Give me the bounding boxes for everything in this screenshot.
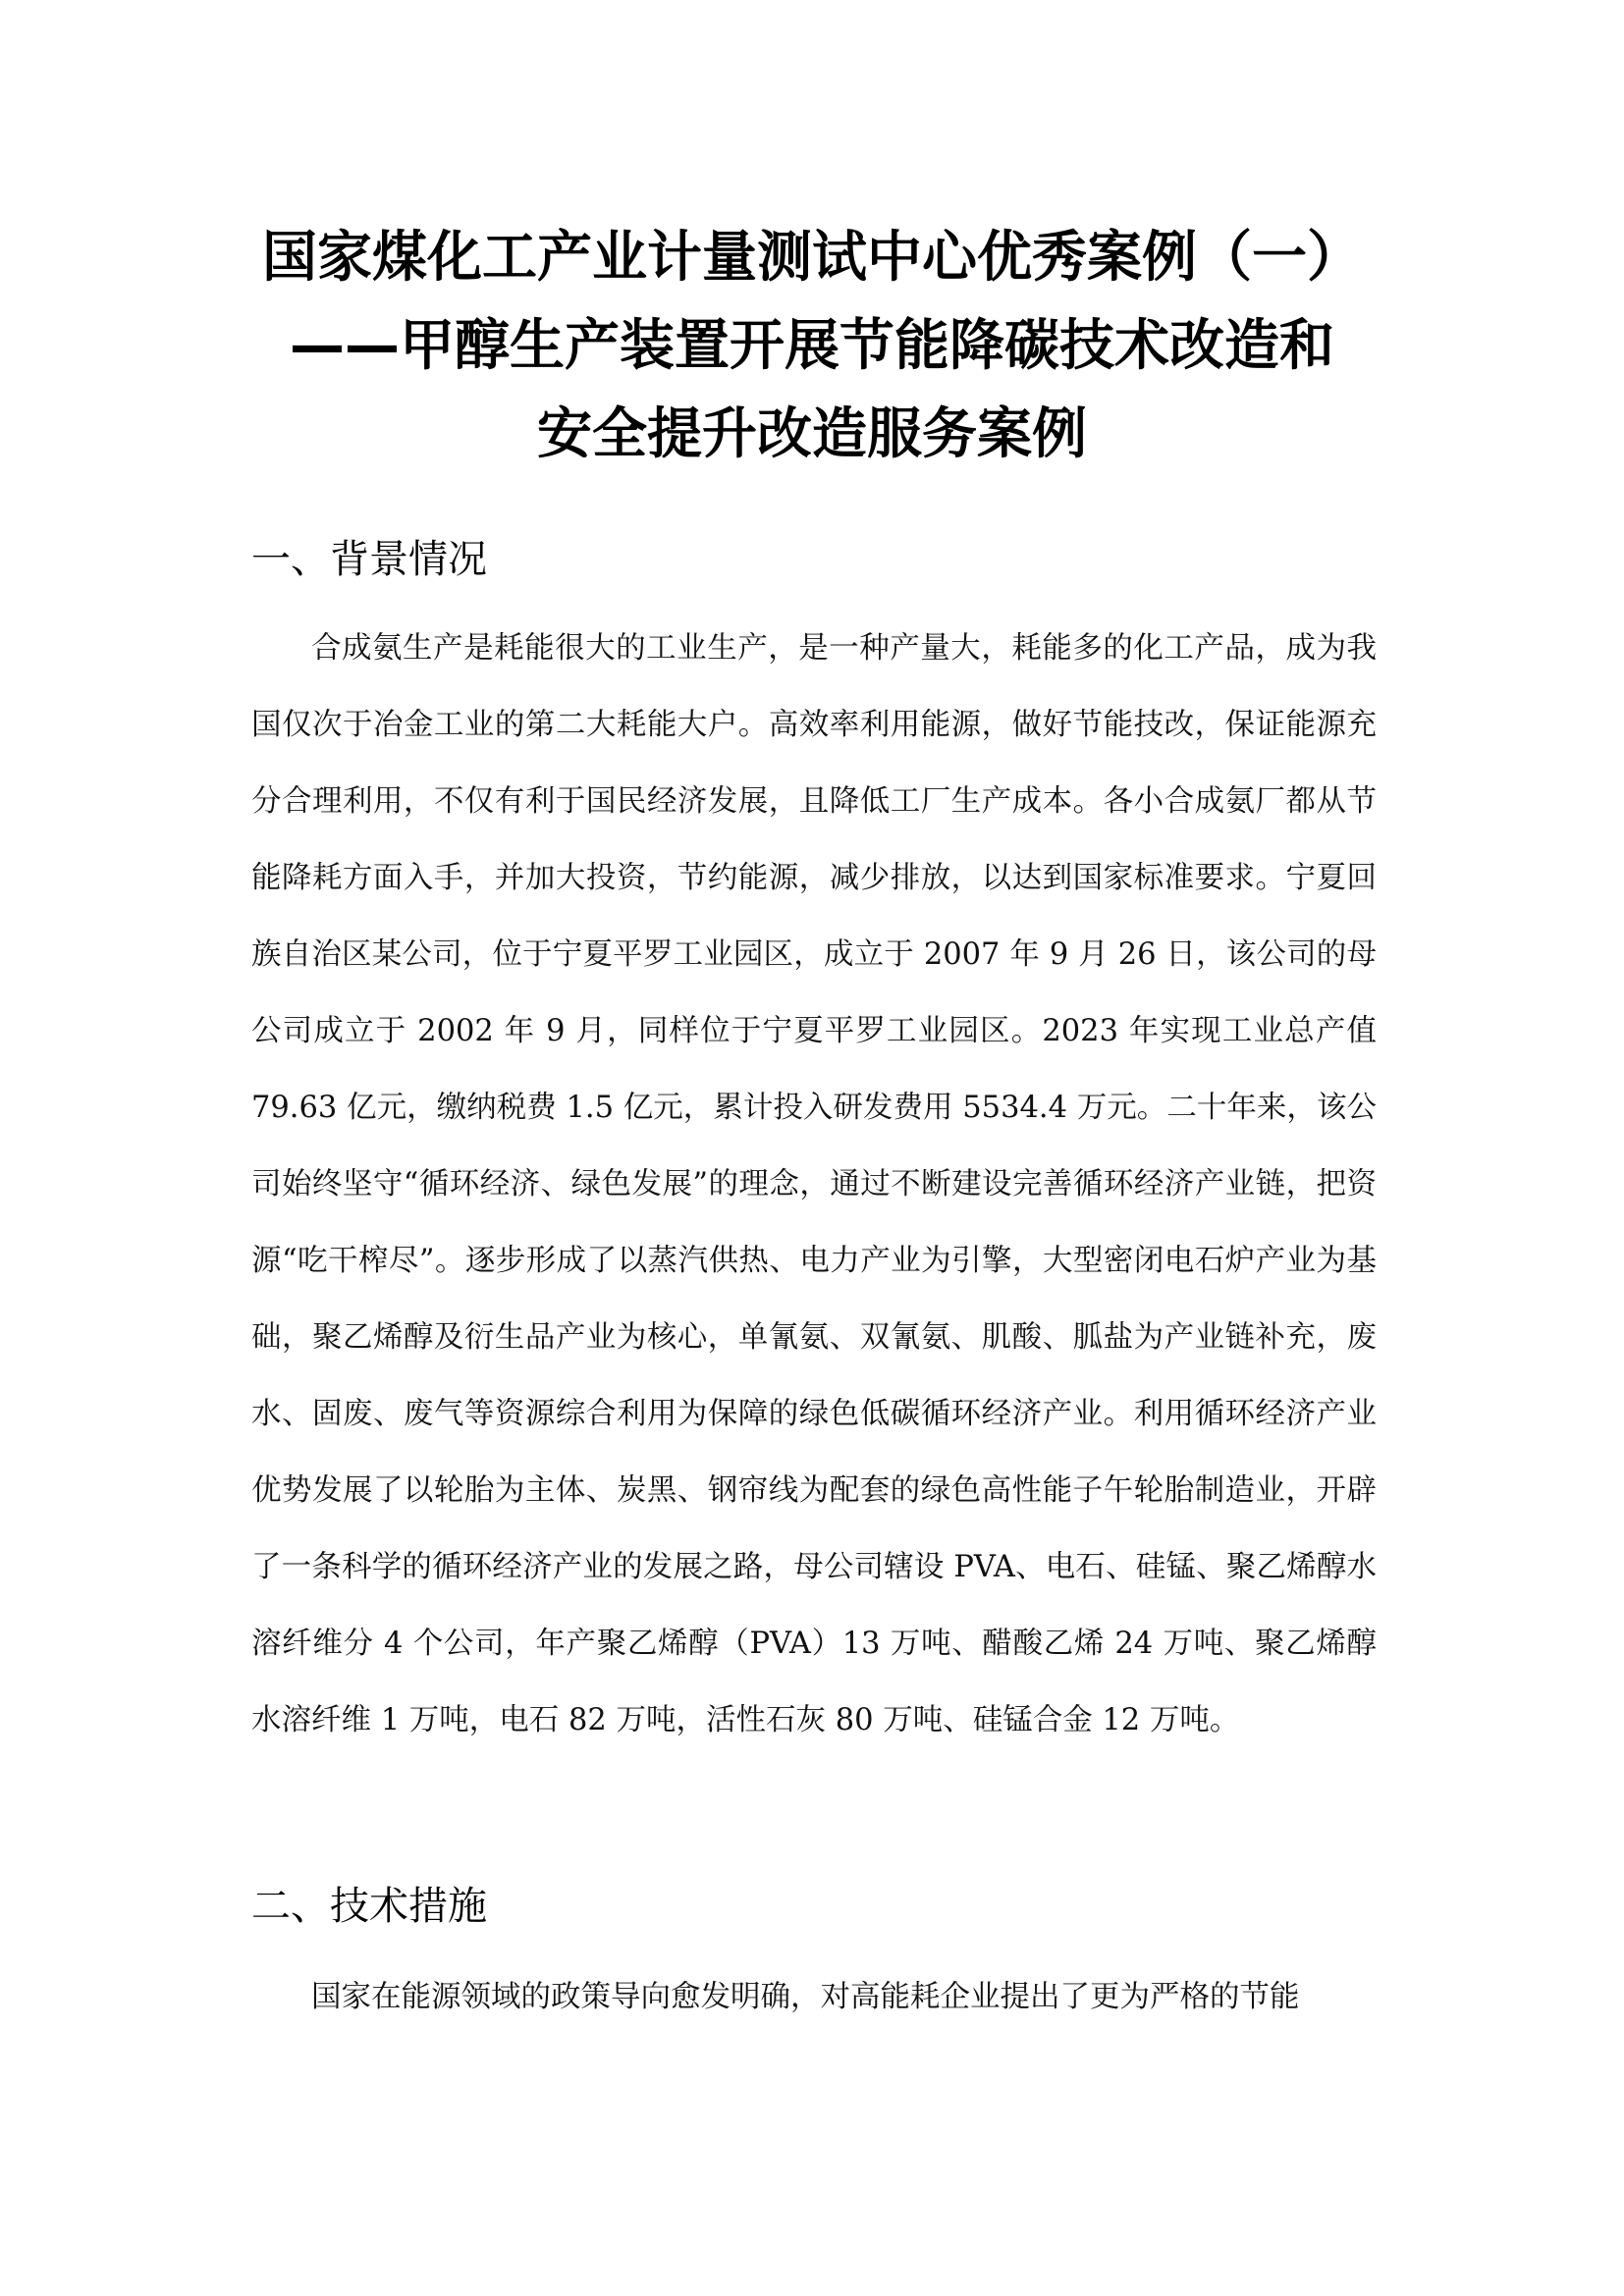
section-paragraph-background: 合成氨生产是耗能很大的工业生产，是一种产量大，耗能多的化工产品，成为我国仅次于冶金工业的第二大耗能大户。高效率利用能源，做好节能技改，保证能源充分合理利用，不仅有利于国民经济发展，且降低工厂生产成本。各小合成氨厂都从节能降耗方面入手，并加大投资，节约能源，减少排放，以达到国家标准要求。宁夏回族自治区某公司，位于宁夏平罗工业园区，成立于 2007 年 9 月 26 日，该公司的母公司成立于 2002 年 9 月，同样位于宁夏平罗工业园区。2023 年实现工业总产值 79.63 亿元，缴纳税费 1.5 亿元，累计投入研发费用 5534.4 万元。二十年来，该公司始终坚守“循环经济、绿色发展”的理念，通过不断建设完善循环经济产业链，把资源“吃干榨尽”。逐步形成了以蒸汽供热、电力产业为引擎，大型密闭电石炉产业为基础，聚乙烯醇及衍生品产业为核心，单氰氨、双氰氨、肌酸、胍盐为产业链补充，废水、固废、废气等资源综合利用为保障的绿色低碳循环经济产业。利用循环经济产业优势发展了以轮胎为主体、炭黑、钢帘线为配套的绿色高性能子午轮胎制造业，开辟了一条科学的循环经济产业的发展之路，母公司辖设 PVA、电石、硅锰、聚乙烯醇水溶纤维分 4 个公司，年产聚乙烯醇（PVA）13 万吨、醋酸乙烯 24 万吨、聚乙烯醇水溶纤维 1 万吨，电石 82 万吨，活性石灰 80 万吨、硅锰合金 12 万吨。 <box>251 631 1377 1737</box>
section-paragraph-technical-measures: 国家在能源领域的政策导向愈发明确，对高能耗企业提出了更为严格的节能 <box>311 1980 1300 2014</box>
document-title <box>196 214 1428 479</box>
title-line-2: ——甲醇生产装置开展节能降碳技术改造和 <box>290 314 1334 378</box>
title-line-1: 国家煤化工产业计量测试中心优秀案例（一） <box>262 226 1362 290</box>
section-heading-technical-measures: 二、技术措施 <box>251 1884 487 1929</box>
section-heading-background: 一、背景情况 <box>251 537 487 582</box>
title-line-3: 安全提升改造服务案例 <box>537 402 1087 466</box>
